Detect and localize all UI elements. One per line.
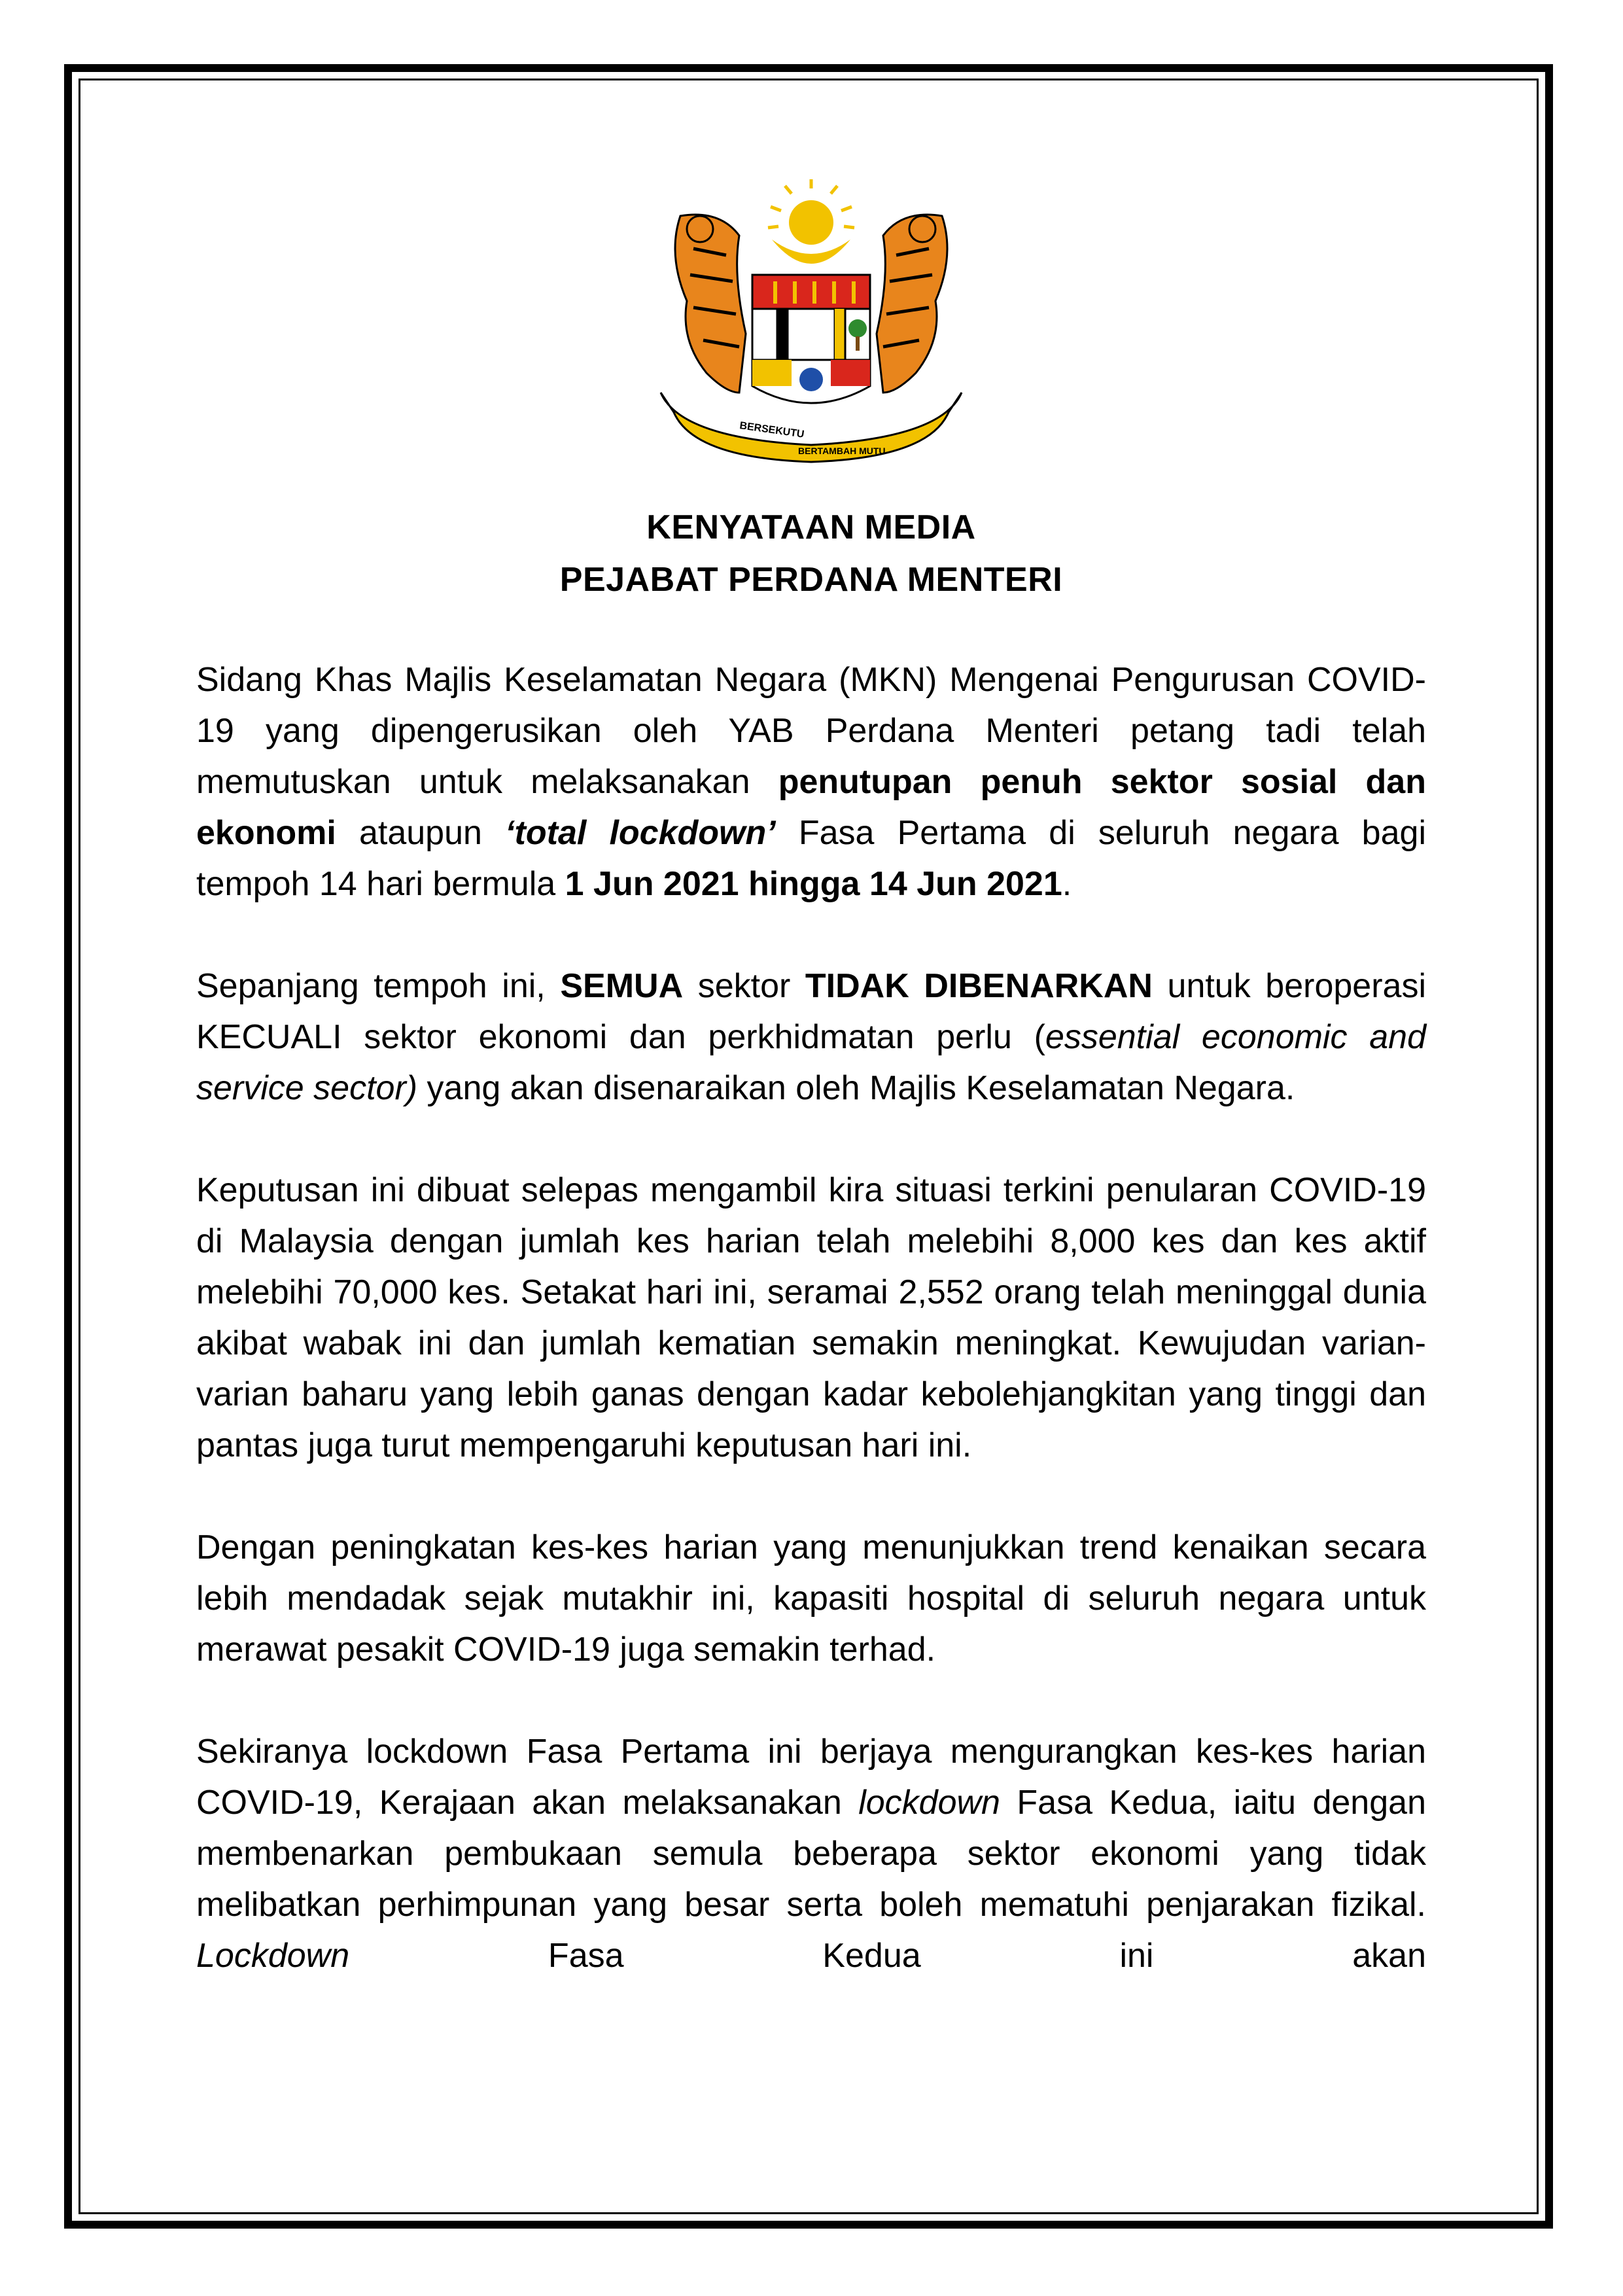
malaysia-coat-of-arms-logo <box>641 177 981 465</box>
svg-text:BERTAMBAH MUTU: BERTAMBAH MUTU <box>798 446 886 456</box>
shield-icon <box>752 275 870 403</box>
statement-body <box>196 654 1426 1981</box>
tiger-right-icon <box>877 215 947 393</box>
paragraph-1: Sidang Khas Majlis Keselamatan Negara (MKN) Mengenai Pengurusan COVID-19 yang dipengerusikan oleh YAB Perdana Menteri petang tadi telah memutuskan untuk melaksanakan penutupan penuh sektor sosial dan ekonomi ataupun ‘total lockdown’ Fasa Pertama di seluruh negara bagi tempoh 14 hari bermula 1 Jun 2021 hingga 14 Jun 2021. <box>196 661 1426 903</box>
media-statement-title: KENYATAAN MEDIA <box>646 508 976 546</box>
paragraph-3: Keputusan ini dibuat selepas mengambil kira situasi terkini penularan COVID-19 di Malaysia dengan jumlah kes harian telah melebihi 8,000 kes dan kes aktif melebihi 70,000 kes. Setakat hari ini, seramai 2,552 orang telah meninggal dunia akibat wabak ini dan jumlah kematian semakin meningkat. Kewujudan varian-varian baharu yang lebih ganas dengan kadar kebolehjangkitan yang tinggi dan pantas juga turut mempengaruhi keputusan hari ini. <box>196 1171 1426 1464</box>
paragraph-2: Sepanjang tempoh ini, SEMUA sektor TIDAK DIBENARKAN untuk beroperasi KECUALI sektor ekonomi dan perkhidmatan perlu (essential economic and service sector) yang akan disenaraikan oleh Majlis Keselamatan Negara. <box>196 967 1427 1107</box>
paragraph-5: Sekiranya lockdown Fasa Pertama ini berjaya mengurangkan kes-kes harian COVID-19, Kerajaan akan melaksanakan lockdown Fasa Kedua, iaitu dengan membenarkan pembukaan semula beberapa sektor ekonomi yang tidak melibatkan perhimpunan yang besar serta boleh mematuhi penjarakan fizikal. Lockdown Fasa Kedua ini akan <box>196 1733 1426 1975</box>
sun-icon <box>768 179 854 245</box>
svg-text:BERSEKUTU: BERSEKUTU <box>739 420 805 440</box>
tiger-left-icon <box>675 215 746 393</box>
office-title: PEJABAT PERDANA MENTERI <box>559 561 1063 599</box>
paragraph-4: Dengan peningkatan kes-kes harian yang menunjukkan trend kenaikan secara lebih mendadak sejak mutakhir ini, kapasiti hospital di seluruh negara untuk merawat pesakit COVID-19 juga semakin terhad. <box>196 1528 1426 1669</box>
